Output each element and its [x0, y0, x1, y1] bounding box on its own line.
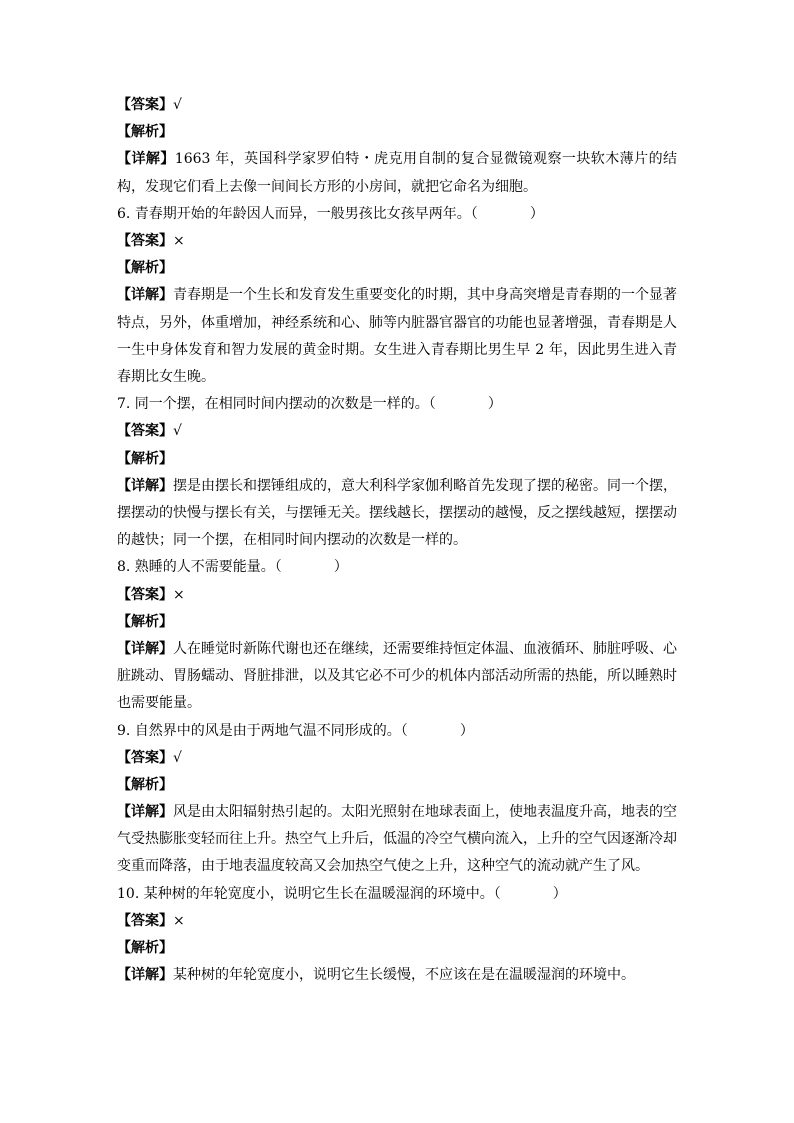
answer-value: √ [173, 423, 182, 440]
question-paren-close: ） [459, 722, 474, 739]
analysis-label: 【解析】 [117, 776, 173, 793]
question-text: 6. 青春期开始的年龄因人而异，一般男孩比女孩早两年。（ [117, 205, 478, 222]
answer-label: 【答案】 [117, 912, 173, 929]
answer-line [117, 418, 677, 445]
analysis-label-line [117, 772, 677, 799]
analysis-label-line [117, 609, 677, 636]
document-page [117, 92, 677, 989]
answer-line [117, 582, 677, 609]
detail-label: 【详解】 [117, 804, 173, 821]
question-line [117, 554, 677, 581]
answer-label: 【答案】 [117, 586, 173, 603]
detail-text: 某种树的年轮宽度小，说明它生长缓慢，不应该在是在温暖湿润的环境中。 [173, 967, 635, 984]
analysis-label: 【解析】 [117, 613, 173, 630]
detail-label: 【详解】 [117, 967, 173, 984]
question-paren-close: ） [552, 885, 567, 902]
question-text: 8. 熟睡的人不需要能量。（ [117, 559, 282, 576]
question-text: 7. 同一个摆，在相同时间内摆动的次数是一样的。（ [117, 396, 436, 413]
answer-line [117, 745, 677, 772]
analysis-label: 【解析】 [117, 124, 173, 141]
analysis-label: 【解析】 [117, 450, 173, 467]
answer-value: √ [173, 97, 182, 113]
question-line [117, 881, 677, 908]
question-paren-close: ） [487, 396, 502, 413]
question-line [117, 391, 677, 418]
answer-value: × [173, 586, 185, 603]
detail-text: 1663 年，英国科学家罗伯特・虎克用自制的复合显微镜观察一块软木薄片的结构，发现它们看上去像一间间长方形的小房间，就把它命名为细胞。 [117, 151, 678, 195]
detail-paragraph [117, 636, 677, 718]
analysis-label-line [117, 119, 677, 146]
detail-label: 【详解】 [117, 477, 173, 494]
question-text: 9. 自然界中的风是由于两地气温不同形成的。（ [117, 722, 408, 739]
detail-paragraph [117, 282, 677, 391]
analysis-label-line [117, 446, 677, 473]
detail-label: 【详解】 [117, 151, 175, 168]
detail-text: 人在睡觉时新陈代谢也还在继续，还需要维持恒定体温、血液循环、肺脏呼吸、心脏跳动、胃肠蠕动、肾脏排泄，以及其它必不可少的机体内部活动所需的热能，所以睡熟时也需要能量。 [117, 640, 677, 712]
question-paren-close: ） [529, 205, 544, 222]
detail-paragraph [117, 146, 677, 200]
detail-paragraph [117, 473, 677, 555]
answer-label: 【答案】 [117, 97, 173, 113]
analysis-label: 【解析】 [117, 940, 173, 957]
detail-paragraph [117, 962, 677, 989]
answer-label: 【答案】 [117, 423, 173, 440]
analysis-label-line [117, 935, 677, 962]
answer-value: √ [173, 749, 182, 766]
detail-label: 【详解】 [117, 287, 173, 304]
detail-label: 【详解】 [117, 640, 173, 657]
question-paren-close: ） [333, 559, 348, 576]
question-line [117, 718, 677, 745]
question-line [117, 201, 677, 228]
detail-text: 摆是由摆长和摆锤组成的，意大利科学家伽利略首先发现了摆的秘密。同一个摆，摆摆动的快慢与摆长有关，与摆锤无关。摆线越长，摆摆动的越慢，反之摆线越短，摆摆动的越快；同一个摆，在相同时间内摆动的次数是一样的。 [117, 477, 677, 549]
answer-label: 【答案】 [117, 749, 173, 766]
answer-line [117, 92, 677, 119]
answer-value: × [173, 232, 185, 249]
detail-paragraph [117, 799, 677, 881]
answer-line [117, 228, 677, 255]
analysis-label: 【解析】 [117, 260, 173, 277]
answer-label: 【答案】 [117, 232, 173, 249]
answer-line [117, 908, 677, 935]
question-text: 10. 某种树的年轮宽度小，说明它生长在温暖湿润的环境中。（ [117, 885, 501, 902]
analysis-label-line [117, 255, 677, 282]
detail-text: 风是由太阳辐射热引起的。太阳光照射在地球表面上，使地表温度升高，地表的空气受热膨胀变轻而往上升。热空气上升后，低温的冷空气横向流入，上升的空气因逐渐冷却变重而降落，由于地表温度较高又会加热空气使之上升，这种空气的流动就产生了风。 [117, 804, 677, 875]
detail-text: 青春期是一个生长和发育发生重要变化的时期，其中身高突增是青春期的一个显著特点，另外，体重增加，神经系统和心、肺等内脏器官器官的功能也显著增强，青春期是人一生中身体发育和智力发展的黄金时期。女生进入青春期比男生早 2 年，因此男生进入青春期比女生晚。 [117, 287, 677, 385]
answer-value: × [173, 912, 185, 929]
